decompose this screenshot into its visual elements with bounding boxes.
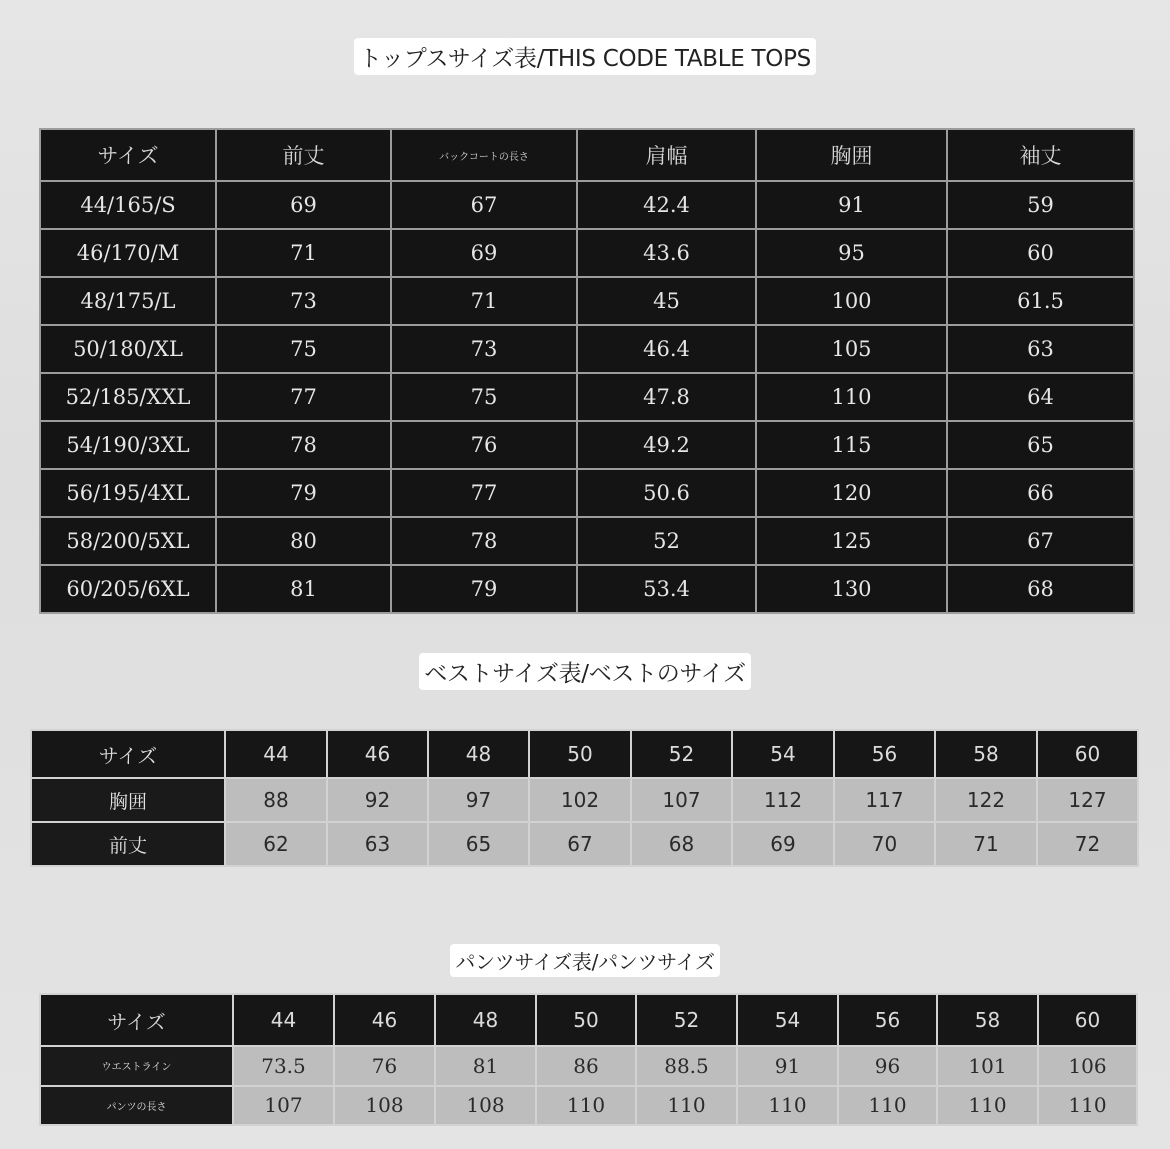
table-cell: 61.5 (947, 277, 1134, 325)
table-cell: 69 (732, 822, 834, 866)
table-cell: 106 (1038, 1046, 1137, 1086)
vest-header-cell: 46 (327, 730, 428, 778)
pants-size-title-text: パンツサイズ表/パンツサイズ (450, 944, 719, 977)
vest-header-cell: 52 (631, 730, 732, 778)
table-cell: 108 (334, 1086, 435, 1126)
table-row (40, 421, 1134, 469)
table-cell: 76 (334, 1046, 435, 1086)
table-cell: 73 (216, 277, 391, 325)
table-cell: 81 (435, 1046, 536, 1086)
table-cell: 73.5 (233, 1046, 334, 1086)
table-cell: 112 (732, 778, 834, 822)
pants-header-cell: 48 (435, 994, 536, 1046)
table-cell: 79 (216, 469, 391, 517)
table-cell: 91 (737, 1046, 838, 1086)
pants-header-cell: 50 (536, 994, 636, 1046)
table-cell: 52/185/XXL (40, 373, 216, 421)
table-cell: 53.4 (577, 565, 756, 613)
table-row (40, 325, 1134, 373)
table-cell: 95 (756, 229, 947, 277)
table-row (40, 1086, 1137, 1126)
pants-header-cell: 52 (636, 994, 737, 1046)
table-cell: 88.5 (636, 1046, 737, 1086)
table-cell: 102 (529, 778, 631, 822)
table-cell: 77 (216, 373, 391, 421)
table-row (40, 229, 1134, 277)
row-label: ウエストライン (40, 1046, 233, 1086)
table-cell: 63 (947, 325, 1134, 373)
vest-header-cell: 60 (1037, 730, 1138, 778)
table-cell: 81 (216, 565, 391, 613)
table-cell: 71 (935, 822, 1037, 866)
table-cell: 49.2 (577, 421, 756, 469)
table-cell: 65 (428, 822, 529, 866)
tops-header-cell: 肩幅 (577, 129, 756, 181)
table-cell: 130 (756, 565, 947, 613)
pants-header-cell: 46 (334, 994, 435, 1046)
pants-header-cell: 44 (233, 994, 334, 1046)
pants-header-cell: サイズ (40, 994, 233, 1046)
table-cell: 66 (947, 469, 1134, 517)
table-cell: 97 (428, 778, 529, 822)
table-cell: 86 (536, 1046, 636, 1086)
table-cell: 117 (834, 778, 935, 822)
table-cell: 120 (756, 469, 947, 517)
table-cell: 122 (935, 778, 1037, 822)
tops-header-cell: 前丈 (216, 129, 391, 181)
table-cell: 79 (391, 565, 577, 613)
table-cell: 67 (947, 517, 1134, 565)
table-row (40, 565, 1134, 613)
table-cell: 108 (435, 1086, 536, 1126)
tops-size-title (0, 38, 1170, 75)
table-cell: 115 (756, 421, 947, 469)
table-cell: 92 (327, 778, 428, 822)
row-label: パンツの長さ (40, 1086, 233, 1126)
pants-header-cell: 60 (1038, 994, 1137, 1046)
table-cell: 110 (536, 1086, 636, 1126)
table-cell: 52 (577, 517, 756, 565)
table-row (31, 822, 1138, 866)
table-cell: 45 (577, 277, 756, 325)
table-cell: 68 (947, 565, 1134, 613)
table-cell: 59 (947, 181, 1134, 229)
table-cell: 72 (1037, 822, 1138, 866)
pants-header-cell: 58 (937, 994, 1038, 1046)
table-row (40, 1046, 1137, 1086)
vest-header-cell: 58 (935, 730, 1037, 778)
tops-size-title-text: トップスサイズ表/THIS CODE TABLE TOPS (354, 38, 816, 75)
table-cell: 65 (947, 421, 1134, 469)
table-cell: 44/165/S (40, 181, 216, 229)
table-cell: 58/200/5XL (40, 517, 216, 565)
table-cell: 78 (216, 421, 391, 469)
vest-header-cell: 50 (529, 730, 631, 778)
table-cell: 78 (391, 517, 577, 565)
vest-size-table (30, 729, 1139, 867)
table-cell: 110 (1038, 1086, 1137, 1126)
pants-header-cell: 56 (838, 994, 937, 1046)
table-cell: 67 (391, 181, 577, 229)
table-row (40, 517, 1134, 565)
tops-header-cell: 袖丈 (947, 129, 1134, 181)
vest-size-title-text: ベストサイズ表/ベストのサイズ (419, 653, 751, 690)
table-cell: 56/195/4XL (40, 469, 216, 517)
table-cell: 54/190/3XL (40, 421, 216, 469)
table-cell: 127 (1037, 778, 1138, 822)
table-cell: 46/170/M (40, 229, 216, 277)
table-cell: 60/205/6XL (40, 565, 216, 613)
table-cell: 60 (947, 229, 1134, 277)
vest-header-cell: 54 (732, 730, 834, 778)
table-row (40, 373, 1134, 421)
table-row (40, 181, 1134, 229)
table-row (40, 277, 1134, 325)
table-cell: 125 (756, 517, 947, 565)
table-cell: 73 (391, 325, 577, 373)
table-cell: 75 (216, 325, 391, 373)
table-cell: 62 (225, 822, 327, 866)
table-cell: 110 (636, 1086, 737, 1126)
vest-header-cell: 44 (225, 730, 327, 778)
row-label: 胸囲 (31, 778, 225, 822)
vest-size-title (0, 653, 1170, 690)
table-cell: 107 (233, 1086, 334, 1126)
table-cell: 77 (391, 469, 577, 517)
table-cell: 70 (834, 822, 935, 866)
tops-header-row (40, 129, 1134, 181)
table-cell: 76 (391, 421, 577, 469)
table-cell: 107 (631, 778, 732, 822)
table-cell: 67 (529, 822, 631, 866)
table-cell: 110 (937, 1086, 1038, 1126)
table-row (31, 778, 1138, 822)
table-cell: 91 (756, 181, 947, 229)
pants-size-table (39, 993, 1138, 1126)
table-cell: 50/180/XL (40, 325, 216, 373)
table-cell: 105 (756, 325, 947, 373)
table-cell: 80 (216, 517, 391, 565)
vest-header-cell: サイズ (31, 730, 225, 778)
tops-header-cell: サイズ (40, 129, 216, 181)
table-cell: 101 (937, 1046, 1038, 1086)
table-cell: 110 (838, 1086, 937, 1126)
pants-header-cell: 54 (737, 994, 838, 1046)
table-cell: 71 (391, 277, 577, 325)
table-cell: 50.6 (577, 469, 756, 517)
table-cell: 47.8 (577, 373, 756, 421)
tops-header-cell: バックコートの長さ (391, 129, 577, 181)
table-cell: 69 (391, 229, 577, 277)
table-cell: 88 (225, 778, 327, 822)
table-cell: 96 (838, 1046, 937, 1086)
table-cell: 100 (756, 277, 947, 325)
row-label: 前丈 (31, 822, 225, 866)
table-cell: 63 (327, 822, 428, 866)
table-cell: 75 (391, 373, 577, 421)
table-cell: 68 (631, 822, 732, 866)
table-cell: 42.4 (577, 181, 756, 229)
tops-size-table (39, 128, 1135, 614)
vest-header-cell: 48 (428, 730, 529, 778)
table-cell: 110 (756, 373, 947, 421)
vest-header-row (31, 730, 1138, 778)
tops-header-cell: 胸囲 (756, 129, 947, 181)
pants-header-row (40, 994, 1137, 1046)
table-cell: 110 (737, 1086, 838, 1126)
table-cell: 69 (216, 181, 391, 229)
vest-header-cell: 56 (834, 730, 935, 778)
table-cell: 64 (947, 373, 1134, 421)
table-cell: 71 (216, 229, 391, 277)
table-cell: 43.6 (577, 229, 756, 277)
table-cell: 46.4 (577, 325, 756, 373)
pants-size-title (0, 944, 1170, 977)
table-cell: 48/175/L (40, 277, 216, 325)
table-row (40, 469, 1134, 517)
